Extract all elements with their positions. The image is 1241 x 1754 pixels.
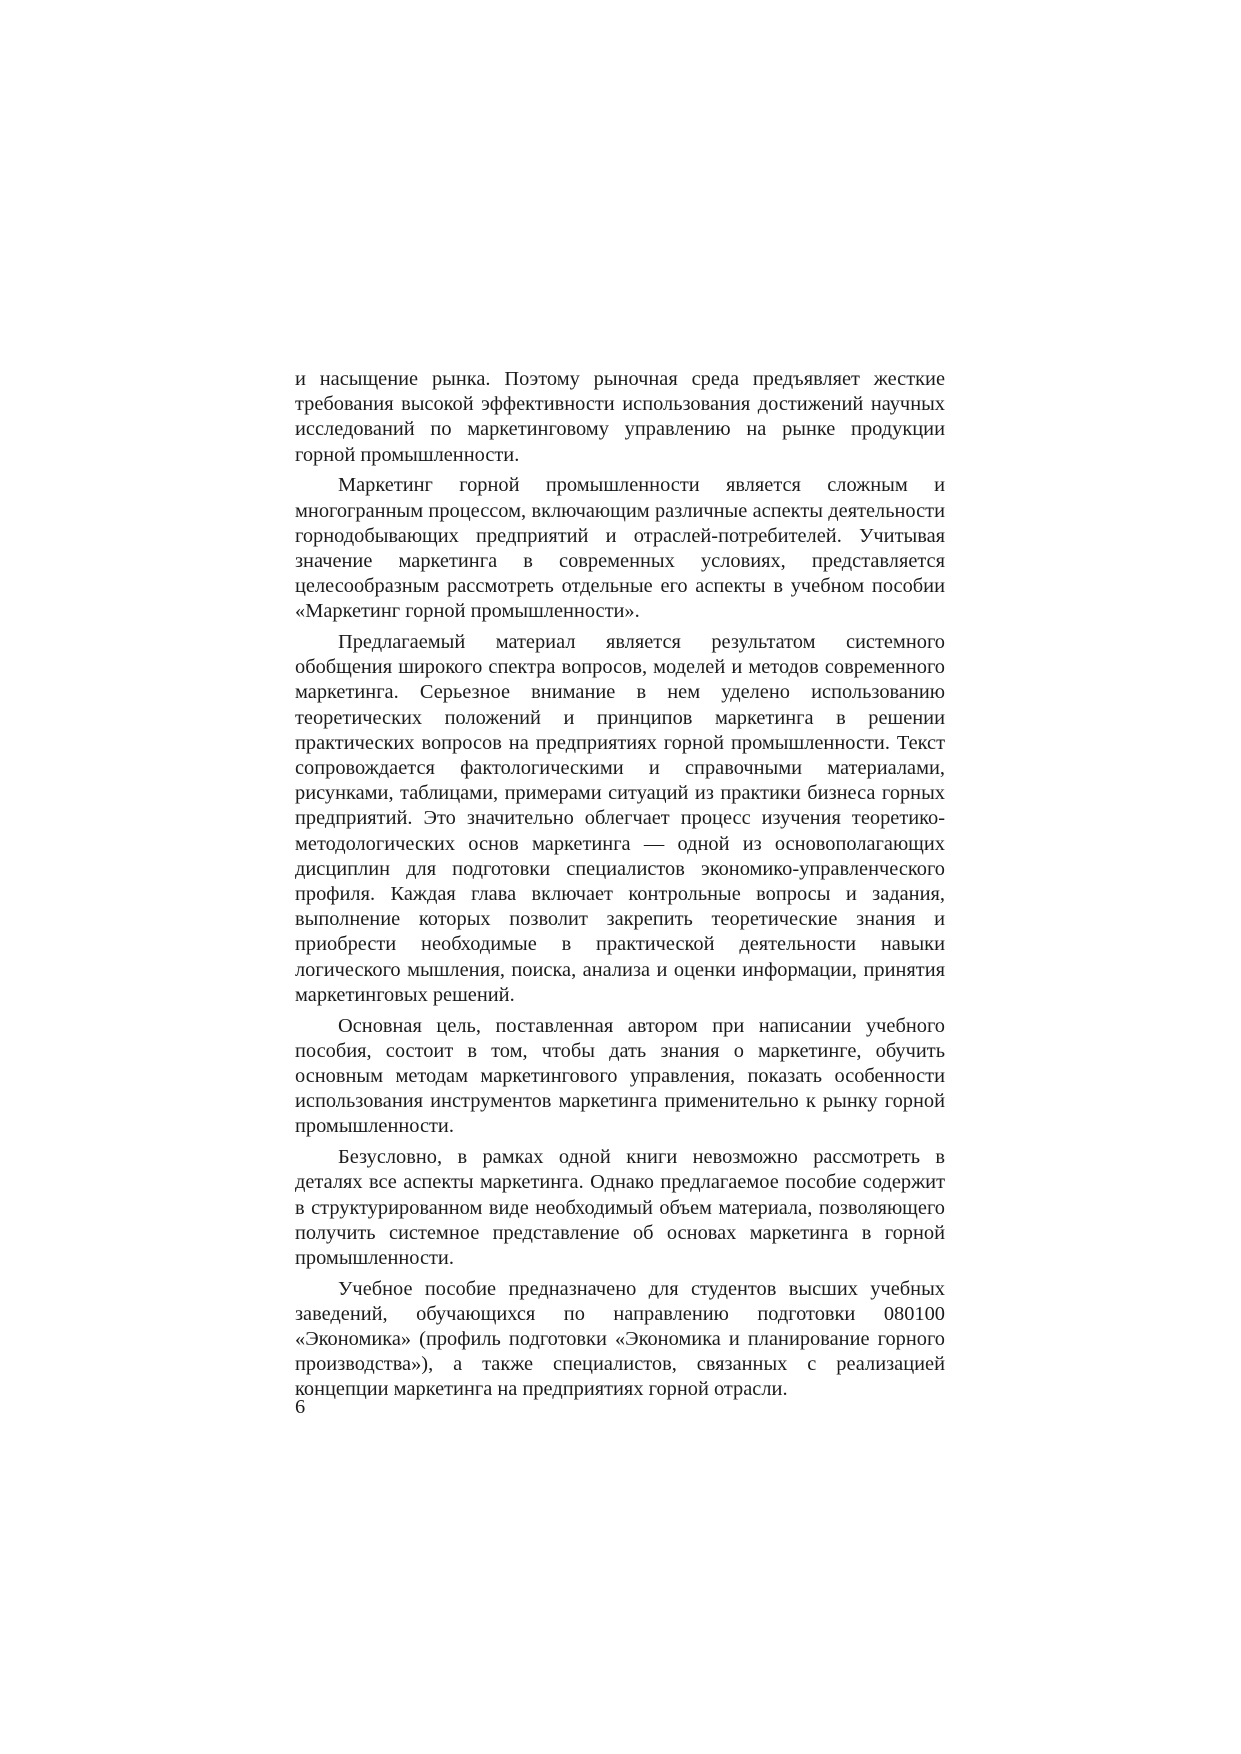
paragraph-proposed-material: Предлагаемый материал является результатом системного обобщения широкого спектра вопросов, моделей и методов современного маркетинга. Серьезное внимание в нем уделено использованию теоретических положений и принципов маркетинга в решении практических вопросов на предприятиях горной промышленности. Текст сопровождается фактологическими и справочными материалами, рисунками, таблицами, примерами ситуаций из практики бизнеса горных предприятий. Это значительно облегчает процесс изучения теоретико-методологических основ маркетинга — одной из основополагающих дисциплин для подготовки специалистов экономико-управленческого профиля. Каждая глава включает контрольные вопросы и задания, выполнение которых позволит закрепить теоретические знания и приобрести необходимые в практической деятельности навыки логического мышления, поиска, анализа и оценки информации, принятия маркетинговых решений. [295, 631, 945, 1006]
page-number: 6 [295, 1396, 306, 1418]
body-text [295, 367, 945, 1408]
paragraph-scope: Безусловно, в рамках одной книги невозможно рассмотреть в деталях все аспекты маркетинга. Однако предлагаемое пособие содержит в структурированном виде необходимый объем материала, позволяющего получить системное представление об основах маркетинга в горной промышленности. [295, 1146, 945, 1269]
paragraph-mining-marketing: Маркетинг горной промышленности является сложным и многогранным процессом, включающим различные аспекты деятельности горнодобывающих предприятий и отраслей-потребителей. Учитывая значение маркетинга в современных условиях, представляется целесообразным рассмотреть отдельные его аспекты в учебном пособии «Маркетинг горной промышленности». [295, 474, 945, 623]
paragraph-main-goal: Основная цель, поставленная автором при написании учебного пособия, состоит в том, чтобы дать знания о маркетинге, обучить основным методам маркетингового управления, показать особенности использования инструментов маркетинга применительно к рынку горной промышленности. [295, 1014, 945, 1138]
paragraph-continuation: и насыщение рынка. Поэтому рыночная среда предъявляет жесткие требования высокой эффективности использования достижений научных исследований по маркетинговому управлению на рынке продукции горной промышленности. [295, 368, 945, 466]
paragraph-audience: Учебное пособие предназначено для студентов высших учебных заведений, обучающихся по направлению подготовки 080100 «Экономика» (профиль подготовки «Экономика и планирование горного производства»), а также специалистов, связанных с реализацией концепции маркетинга на предприятиях горной отрасли. [295, 1277, 945, 1401]
